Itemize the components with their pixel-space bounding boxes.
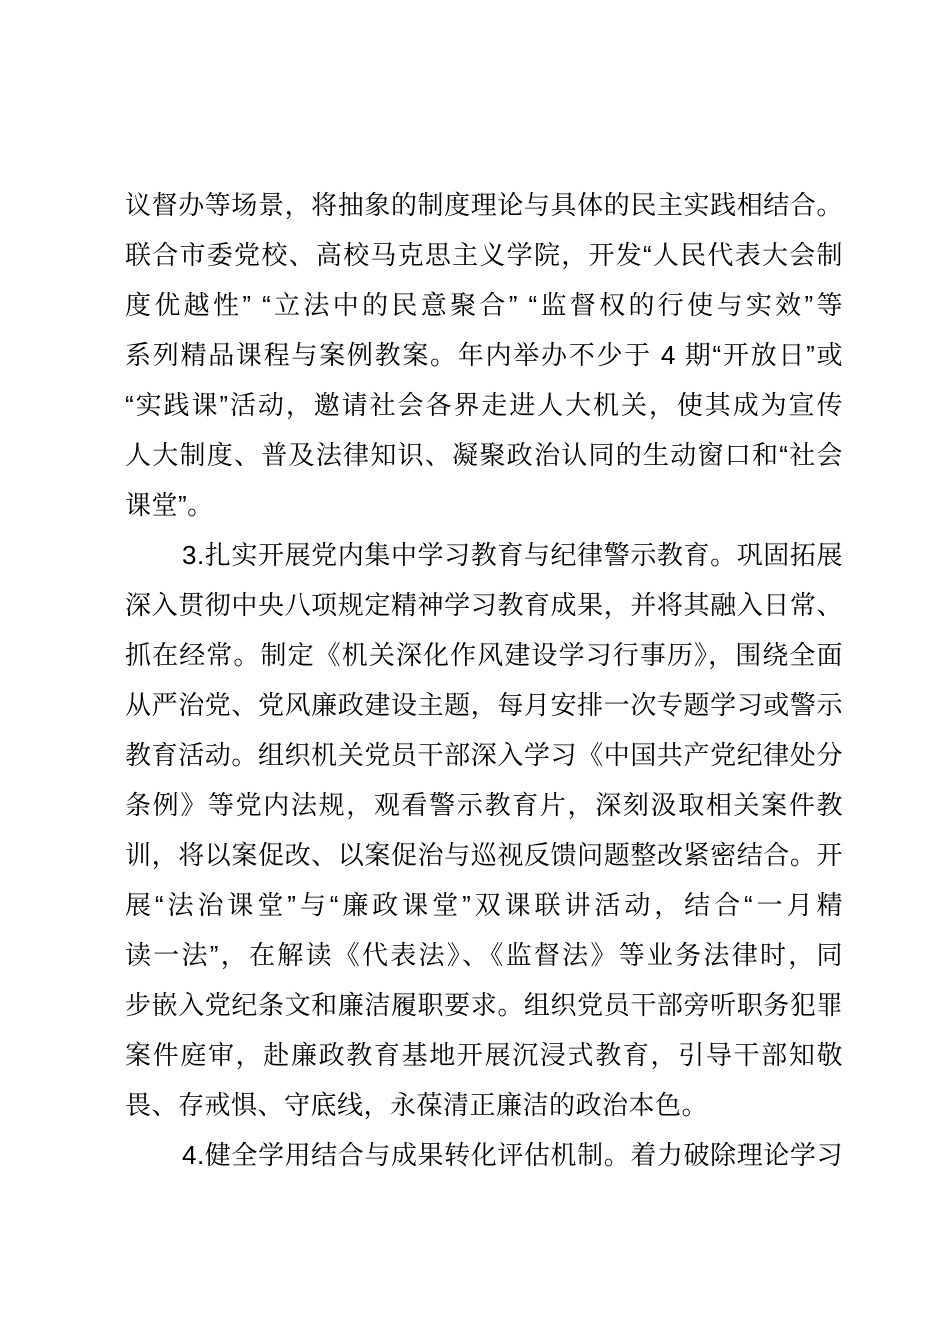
text-line: 度优越性” “立法中的民意聚合” “监督权的行使与实效”等 [125,290,843,320]
text-line: 展“法治课堂”与“廉政课堂”双课联讲活动，结合“一月精 [125,890,843,920]
text-line: 读一法”，在解读《代表法》、《监督法》等业务法律时，同 [125,940,843,970]
text-line: 步嵌入党纪条文和廉洁履职要求。组织党员干部旁听职务犯罪 [125,990,843,1020]
text-line: 深入贯彻中央八项规定精神学习教育成果，并将其融入日常、 [125,590,843,620]
text-line: 从严治党、党风廉政建设主题，每月安排一次专题学习或警示 [125,690,843,720]
text-line: 3.扎实开展党内集中学习教育与纪律警示教育。巩固拓展 [182,540,843,570]
text-line: 条例》等党内法规，观看警示教育片，深刻汲取相关案件教 [125,790,843,820]
text-line: 训，将以案促改、以案促治与巡视反馈问题整改紧密结合。开 [125,840,843,870]
text-line: 议督办等场景，将抽象的制度理论与具体的民主实践相结合。 [125,190,843,220]
text-line: 人大制度、普及法律知识、凝聚政治认同的生动窗口和“社会 [125,440,843,470]
text-line: 课堂”。 [125,490,214,520]
text-line: 案件庭审，赴廉政教育基地开展沉浸式教育，引导干部知敬 [125,1040,843,1070]
text-line: 4.健全学用结合与成果转化评估机制。着力破除理论学习 [182,1140,843,1170]
text-line: 联合市委党校、高校马克思主义学院，开发“人民代表大会制 [125,240,843,270]
text-line: 教育活动。组织机关党员干部深入学习《中国共产党纪律处分 [125,740,843,770]
text-line: 畏、存戒惧、守底线，永葆清正廉洁的政治本色。 [125,1090,709,1120]
text-line: 系列精品课程与案例教案。年内举办不少于 4 期“开放日”或 [125,340,843,370]
text-line: 抓在经常。制定《机关深化作风建设学习行事历》，围绕全面 [125,640,843,670]
text-line: “实践课”活动，邀请社会各界走进人大机关，使其成为宣传 [125,390,843,420]
document-text-block [125,180,843,1180]
